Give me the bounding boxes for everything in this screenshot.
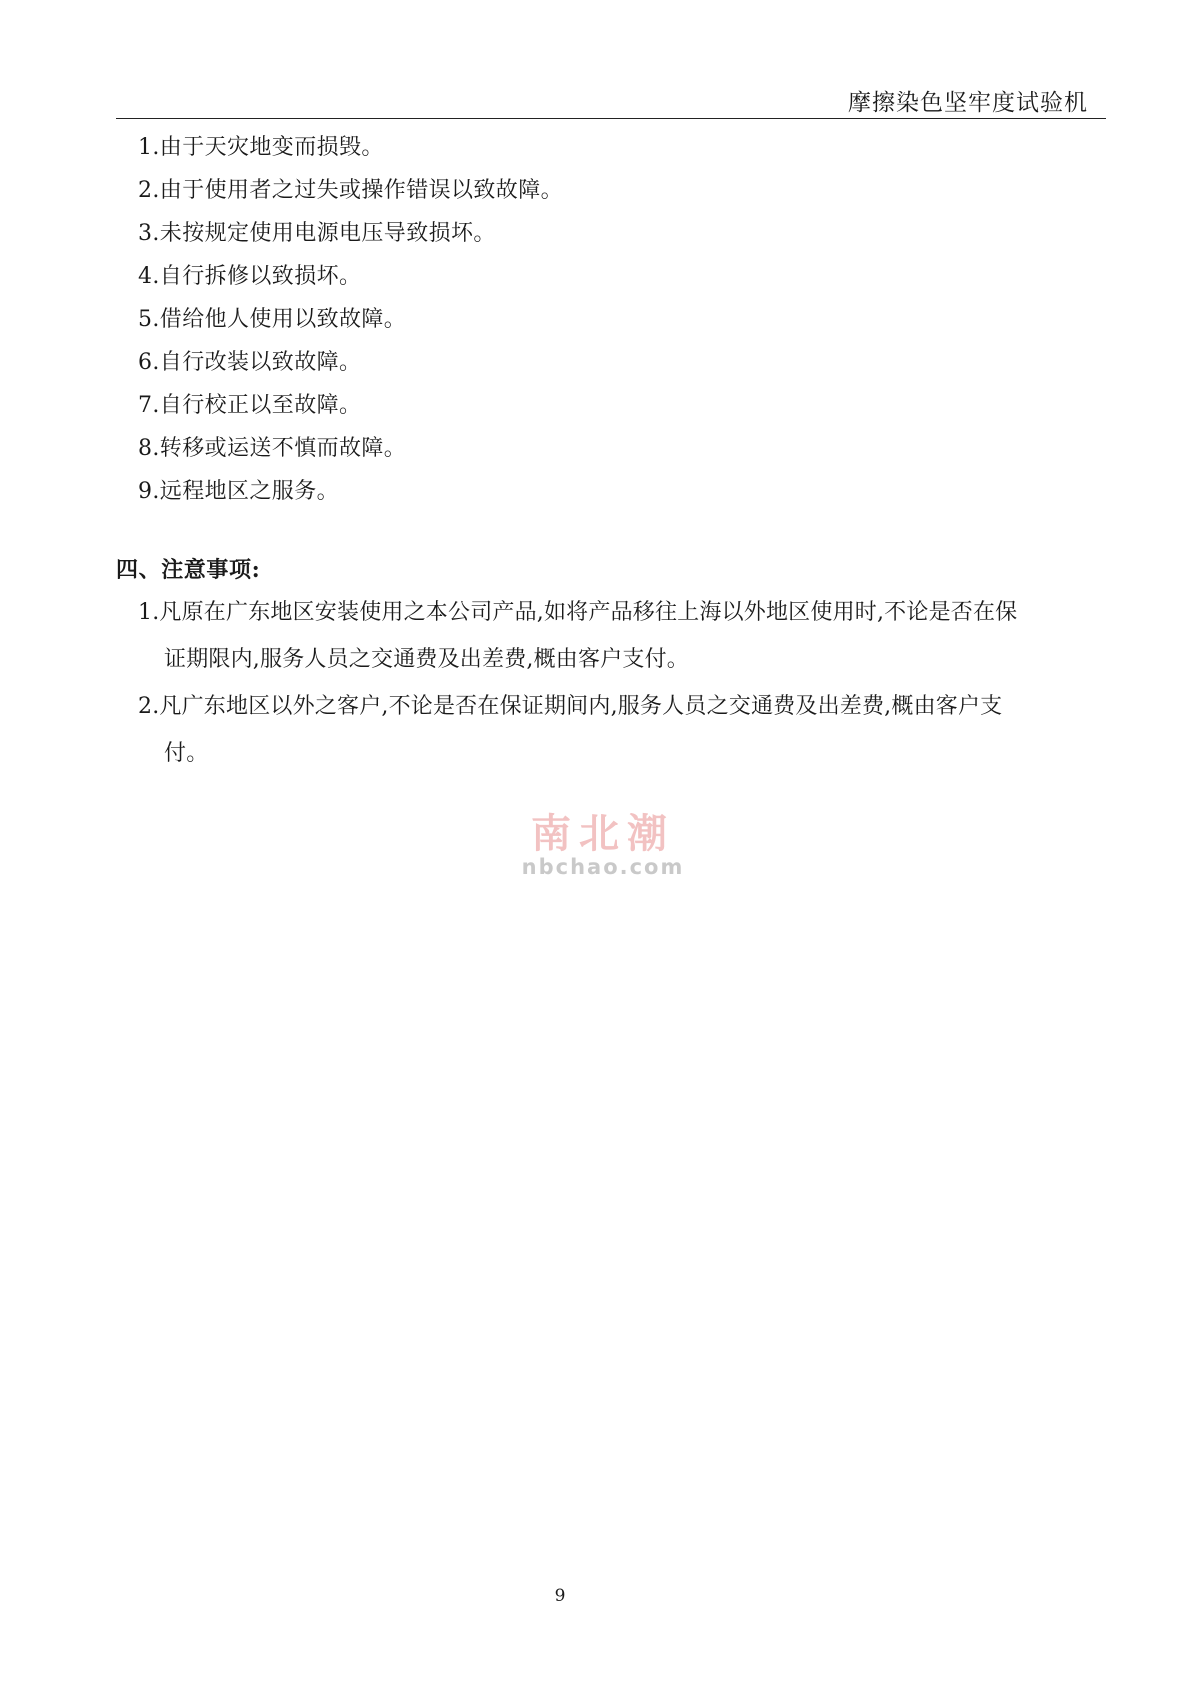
note-item <box>138 600 1017 626</box>
list-item <box>138 178 563 204</box>
list-item <box>138 264 361 290</box>
list-item <box>138 307 406 333</box>
list-item-text: 自行校正以至故障。 <box>159 393 362 418</box>
list-item-number: 6. <box>138 350 160 375</box>
list-item-text: 远程地区之服务。 <box>159 479 339 504</box>
note-number: 2. <box>138 694 160 719</box>
list-item-number: 9. <box>138 479 160 504</box>
watermark-chinese: 南北潮 <box>531 810 675 857</box>
list-item-text: 借给他人使用以致故障。 <box>159 307 407 332</box>
list-item-text: 自行改装以致故障。 <box>159 350 362 375</box>
list-item-text: 由于使用者之过失或操作错误以致故障。 <box>159 178 563 203</box>
note-text-continuation: 证期限内,服务人员之交通费及出差费,概由客户支付。 <box>164 647 689 672</box>
watermark-domain: nbchao.com <box>521 855 685 879</box>
list-item <box>138 221 496 247</box>
list-item-number: 8. <box>138 436 160 461</box>
list-item-number: 3. <box>138 221 160 246</box>
list-item-number: 1. <box>138 135 160 160</box>
note-number: 1. <box>138 600 160 625</box>
list-item-text: 由于天灾地变而损毁。 <box>159 135 384 160</box>
note-text-continuation: 付。 <box>164 741 209 766</box>
note-text-line: 凡广东地区以外之客户,不论是否在保证期间内,服务人员之交通费及出差费,概由客户支 <box>159 694 1003 719</box>
list-item-number: 2. <box>138 178 160 203</box>
watermark-logo <box>518 812 688 878</box>
list-item-number: 4. <box>138 264 160 289</box>
note-item <box>138 694 1002 720</box>
list-item-text: 转移或运送不慎而故障。 <box>159 436 407 461</box>
section-heading: 四、注意事项: <box>116 557 261 583</box>
note-text-line: 凡原在广东地区安装使用之本公司产品,如将产品移往上海以外地区使用时,不论是否在保 <box>159 600 1018 625</box>
page-number: 9 <box>554 1586 566 1606</box>
running-header-title: 摩擦染色坚牢度试验机 <box>848 90 1088 116</box>
list-item <box>138 393 361 419</box>
list-item <box>138 479 339 505</box>
list-item <box>138 436 406 462</box>
list-item-text: 自行拆修以致损坏。 <box>159 264 362 289</box>
header-rule <box>116 118 1106 119</box>
list-item <box>138 135 384 161</box>
list-item-number: 5. <box>138 307 160 332</box>
list-item <box>138 350 361 376</box>
list-item-text: 未按规定使用电源电压导致损坏。 <box>159 221 496 246</box>
list-item-number: 7. <box>138 393 160 418</box>
